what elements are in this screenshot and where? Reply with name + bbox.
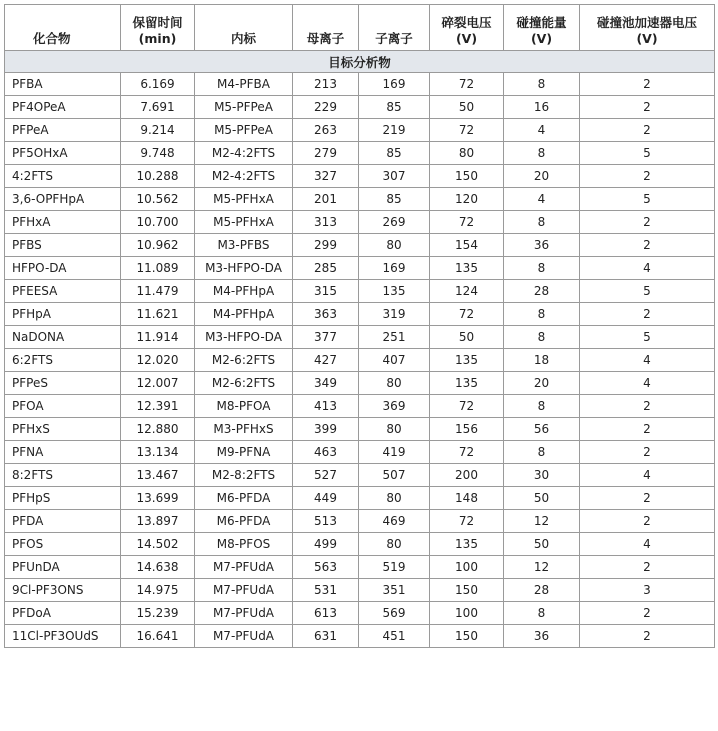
cell-accelerator-voltage-cell: 2 — [580, 602, 715, 625]
compound-cell: PFEESA — [5, 280, 121, 303]
internal-standard-cell: M5-PFHxA — [195, 211, 293, 234]
product-ion-cell: 407 — [359, 349, 430, 372]
precursor-ion-cell: 631 — [293, 625, 359, 648]
product-ion-cell: 351 — [359, 579, 430, 602]
collision-energy-cell: 12 — [504, 510, 580, 533]
product-ion-cell: 219 — [359, 119, 430, 142]
fragmentor-voltage-cell: 72 — [430, 441, 504, 464]
table-row — [5, 280, 715, 303]
cell-accelerator-voltage-cell: 3 — [580, 579, 715, 602]
precursor-ion-cell: 285 — [293, 257, 359, 280]
table-row — [5, 395, 715, 418]
header-text: 化合物 — [33, 31, 71, 46]
compound-cell: PFNA — [5, 441, 121, 464]
retention-time-cell: 14.975 — [121, 579, 195, 602]
fragmentor-voltage-cell: 72 — [430, 73, 504, 96]
fragmentor-voltage-cell: 120 — [430, 188, 504, 211]
retention-time-cell: 12.880 — [121, 418, 195, 441]
compound-cell: PFBA — [5, 73, 121, 96]
fragmentor-voltage-cell: 72 — [430, 119, 504, 142]
retention-time-cell: 9.214 — [121, 119, 195, 142]
product-ion-cell: 369 — [359, 395, 430, 418]
precursor-ion-cell: 563 — [293, 556, 359, 579]
product-ion-cell: 80 — [359, 418, 430, 441]
compound-cell: PFDoA — [5, 602, 121, 625]
retention-time-cell: 12.020 — [121, 349, 195, 372]
fragmentor-voltage-cell: 72 — [430, 211, 504, 234]
product-ion-cell: 169 — [359, 257, 430, 280]
collision-energy-cell: 36 — [504, 234, 580, 257]
retention-time-cell: 11.621 — [121, 303, 195, 326]
product-ion-cell: 451 — [359, 625, 430, 648]
cell-accelerator-voltage-cell: 2 — [580, 395, 715, 418]
fragmentor-voltage-cell: 156 — [430, 418, 504, 441]
precursor-ion-cell: 531 — [293, 579, 359, 602]
internal-standard-cell: M7-PFUdA — [195, 579, 293, 602]
header-fragmentor-voltage — [430, 5, 504, 51]
fragmentor-voltage-cell: 135 — [430, 372, 504, 395]
product-ion-cell: 269 — [359, 211, 430, 234]
table-row — [5, 464, 715, 487]
internal-standard-cell: M8-PFOS — [195, 533, 293, 556]
internal-standard-cell: M5-PFHxA — [195, 188, 293, 211]
header-product-ion — [359, 5, 430, 51]
header-compound — [5, 5, 121, 51]
retention-time-cell: 13.897 — [121, 510, 195, 533]
cell-accelerator-voltage-cell: 2 — [580, 303, 715, 326]
header-retention-time — [121, 5, 195, 51]
product-ion-cell: 80 — [359, 533, 430, 556]
precursor-ion-cell: 377 — [293, 326, 359, 349]
collision-energy-cell: 8 — [504, 257, 580, 280]
retention-time-cell: 10.962 — [121, 234, 195, 257]
header-row — [5, 5, 715, 51]
internal-standard-cell: M7-PFUdA — [195, 625, 293, 648]
collision-energy-cell: 8 — [504, 602, 580, 625]
header-text: (V) — [530, 31, 553, 46]
precursor-ion-cell: 427 — [293, 349, 359, 372]
compound-cell: 11Cl-PF3OUdS — [5, 625, 121, 648]
cell-accelerator-voltage-cell: 5 — [580, 188, 715, 211]
retention-time-cell: 10.288 — [121, 165, 195, 188]
fragmentor-voltage-cell: 72 — [430, 303, 504, 326]
table-row — [5, 510, 715, 533]
product-ion-cell: 319 — [359, 303, 430, 326]
fragmentor-voltage-cell: 154 — [430, 234, 504, 257]
cell-accelerator-voltage-cell: 5 — [580, 142, 715, 165]
product-ion-cell: 135 — [359, 280, 430, 303]
compound-cell: PFOA — [5, 395, 121, 418]
internal-standard-cell: M7-PFUdA — [195, 556, 293, 579]
internal-standard-cell: M6-PFDA — [195, 487, 293, 510]
compound-cell: PFPeS — [5, 372, 121, 395]
collision-energy-cell: 8 — [504, 211, 580, 234]
precursor-ion-cell: 313 — [293, 211, 359, 234]
fragmentor-voltage-cell: 72 — [430, 510, 504, 533]
table-row — [5, 211, 715, 234]
header-text: 碰撞池加速器电压 — [596, 15, 697, 30]
precursor-ion-cell: 463 — [293, 441, 359, 464]
collision-energy-cell: 20 — [504, 372, 580, 395]
compound-cell: 6:2FTS — [5, 349, 121, 372]
precursor-ion-cell: 499 — [293, 533, 359, 556]
retention-time-cell: 11.479 — [121, 280, 195, 303]
header-text: 子离子 — [375, 31, 413, 46]
internal-standard-cell: M2-4:2FTS — [195, 142, 293, 165]
internal-standard-cell: M9-PFNA — [195, 441, 293, 464]
table-row — [5, 96, 715, 119]
compound-cell: PFOS — [5, 533, 121, 556]
product-ion-cell: 169 — [359, 73, 430, 96]
retention-time-cell: 11.089 — [121, 257, 195, 280]
collision-energy-cell: 8 — [504, 441, 580, 464]
precursor-ion-cell: 399 — [293, 418, 359, 441]
cell-accelerator-voltage-cell: 4 — [580, 533, 715, 556]
table-row — [5, 556, 715, 579]
internal-standard-cell: M5-PFPeA — [195, 96, 293, 119]
cell-accelerator-voltage-cell: 4 — [580, 257, 715, 280]
compound-cell: 9Cl-PF3ONS — [5, 579, 121, 602]
section-row — [5, 51, 715, 73]
fragmentor-voltage-cell: 80 — [430, 142, 504, 165]
header-cell-accelerator-voltage — [580, 5, 715, 51]
retention-time-cell: 12.391 — [121, 395, 195, 418]
product-ion-cell: 80 — [359, 234, 430, 257]
cell-accelerator-voltage-cell: 2 — [580, 510, 715, 533]
table-row — [5, 349, 715, 372]
product-ion-cell: 251 — [359, 326, 430, 349]
internal-standard-cell: M2-4:2FTS — [195, 165, 293, 188]
precursor-ion-cell: 327 — [293, 165, 359, 188]
table-row — [5, 165, 715, 188]
table-row — [5, 441, 715, 464]
cell-accelerator-voltage-cell: 2 — [580, 625, 715, 648]
header-text: (min) — [138, 31, 177, 46]
internal-standard-cell: M8-PFOA — [195, 395, 293, 418]
retention-time-cell: 15.239 — [121, 602, 195, 625]
header-text: 碎裂电压 — [441, 15, 492, 30]
section-label: 目标分析物 — [5, 51, 715, 73]
internal-standard-cell: M2-6:2FTS — [195, 372, 293, 395]
table-row — [5, 579, 715, 602]
header-precursor-ion — [293, 5, 359, 51]
precursor-ion-cell: 363 — [293, 303, 359, 326]
header-internal-standard — [195, 5, 293, 51]
table-row — [5, 303, 715, 326]
fragmentor-voltage-cell: 50 — [430, 326, 504, 349]
cell-accelerator-voltage-cell: 2 — [580, 234, 715, 257]
cell-accelerator-voltage-cell: 4 — [580, 464, 715, 487]
precursor-ion-cell: 201 — [293, 188, 359, 211]
collision-energy-cell: 50 — [504, 487, 580, 510]
collision-energy-cell: 28 — [504, 579, 580, 602]
collision-energy-cell: 18 — [504, 349, 580, 372]
internal-standard-cell: M2-6:2FTS — [195, 349, 293, 372]
collision-energy-cell: 8 — [504, 326, 580, 349]
collision-energy-cell: 8 — [504, 142, 580, 165]
table-row — [5, 487, 715, 510]
header-text: 内标 — [230, 31, 256, 46]
cell-accelerator-voltage-cell: 2 — [580, 96, 715, 119]
table-body — [5, 51, 715, 648]
internal-standard-cell: M3-PFBS — [195, 234, 293, 257]
header-text: (V) — [636, 31, 658, 46]
collision-energy-cell: 30 — [504, 464, 580, 487]
internal-standard-cell: M4-PFHpA — [195, 280, 293, 303]
product-ion-cell: 519 — [359, 556, 430, 579]
compound-cell: 3,6-OPFHpA — [5, 188, 121, 211]
compound-cell: PFHxA — [5, 211, 121, 234]
header-text: 保留时间 — [132, 15, 183, 30]
product-ion-cell: 85 — [359, 96, 430, 119]
table-row — [5, 234, 715, 257]
product-ion-cell: 307 — [359, 165, 430, 188]
collision-energy-cell: 36 — [504, 625, 580, 648]
fragmentor-voltage-cell: 50 — [430, 96, 504, 119]
precursor-ion-cell: 513 — [293, 510, 359, 533]
precursor-ion-cell: 613 — [293, 602, 359, 625]
product-ion-cell: 85 — [359, 188, 430, 211]
product-ion-cell: 469 — [359, 510, 430, 533]
internal-standard-cell: M3-PFHxS — [195, 418, 293, 441]
precursor-ion-cell: 213 — [293, 73, 359, 96]
fragmentor-voltage-cell: 200 — [430, 464, 504, 487]
cell-accelerator-voltage-cell: 2 — [580, 441, 715, 464]
fragmentor-voltage-cell: 100 — [430, 602, 504, 625]
cell-accelerator-voltage-cell: 5 — [580, 326, 715, 349]
precursor-ion-cell: 279 — [293, 142, 359, 165]
compound-cell: PFUnDA — [5, 556, 121, 579]
product-ion-cell: 80 — [359, 487, 430, 510]
retention-time-cell: 12.007 — [121, 372, 195, 395]
retention-time-cell: 11.914 — [121, 326, 195, 349]
internal-standard-cell: M4-PFBA — [195, 73, 293, 96]
compound-cell: PFHpS — [5, 487, 121, 510]
compound-cell: PFDA — [5, 510, 121, 533]
table-row — [5, 625, 715, 648]
retention-time-cell: 10.700 — [121, 211, 195, 234]
collision-energy-cell: 56 — [504, 418, 580, 441]
collision-energy-cell: 28 — [504, 280, 580, 303]
cell-accelerator-voltage-cell: 2 — [580, 211, 715, 234]
product-ion-cell: 85 — [359, 142, 430, 165]
retention-time-cell: 13.134 — [121, 441, 195, 464]
table-row — [5, 372, 715, 395]
compound-cell: HFPO-DA — [5, 257, 121, 280]
fragmentor-voltage-cell: 150 — [430, 579, 504, 602]
header-text: 母离子 — [306, 31, 345, 46]
internal-standard-cell: M4-PFHpA — [195, 303, 293, 326]
product-ion-cell: 419 — [359, 441, 430, 464]
table-row — [5, 73, 715, 96]
collision-energy-cell: 50 — [504, 533, 580, 556]
precursor-ion-cell: 299 — [293, 234, 359, 257]
cell-accelerator-voltage-cell: 4 — [580, 372, 715, 395]
retention-time-cell: 7.691 — [121, 96, 195, 119]
header-text: (V) — [455, 31, 478, 46]
fragmentor-voltage-cell: 72 — [430, 395, 504, 418]
compound-cell: PF5OHxA — [5, 142, 121, 165]
table-row — [5, 119, 715, 142]
cell-accelerator-voltage-cell: 2 — [580, 119, 715, 142]
table-header — [5, 5, 715, 51]
compound-cell: PFPeA — [5, 119, 121, 142]
compound-cell: PFHxS — [5, 418, 121, 441]
internal-standard-cell: M3-HFPO-DA — [195, 326, 293, 349]
cell-accelerator-voltage-cell: 2 — [580, 418, 715, 441]
internal-standard-cell: M5-PFPeA — [195, 119, 293, 142]
product-ion-cell: 569 — [359, 602, 430, 625]
table-row — [5, 602, 715, 625]
fragmentor-voltage-cell: 135 — [430, 349, 504, 372]
compound-cell: 8:2FTS — [5, 464, 121, 487]
collision-energy-cell: 8 — [504, 303, 580, 326]
compound-cell: PFHpA — [5, 303, 121, 326]
internal-standard-cell: M7-PFUdA — [195, 602, 293, 625]
collision-energy-cell: 12 — [504, 556, 580, 579]
retention-time-cell: 13.467 — [121, 464, 195, 487]
fragmentor-voltage-cell: 150 — [430, 165, 504, 188]
retention-time-cell: 6.169 — [121, 73, 195, 96]
table-row — [5, 257, 715, 280]
internal-standard-cell: M2-8:2FTS — [195, 464, 293, 487]
cell-accelerator-voltage-cell: 4 — [580, 349, 715, 372]
fragmentor-voltage-cell: 124 — [430, 280, 504, 303]
fragmentor-voltage-cell: 100 — [430, 556, 504, 579]
cell-accelerator-voltage-cell: 2 — [580, 165, 715, 188]
cell-accelerator-voltage-cell: 2 — [580, 73, 715, 96]
collision-energy-cell: 8 — [504, 395, 580, 418]
retention-time-cell: 13.699 — [121, 487, 195, 510]
fragmentor-voltage-cell: 150 — [430, 625, 504, 648]
cell-accelerator-voltage-cell: 2 — [580, 556, 715, 579]
retention-time-cell: 14.502 — [121, 533, 195, 556]
collision-energy-cell: 20 — [504, 165, 580, 188]
precursor-ion-cell: 527 — [293, 464, 359, 487]
precursor-ion-cell: 263 — [293, 119, 359, 142]
header-text: 碰撞能量 — [516, 15, 567, 30]
retention-time-cell: 16.641 — [121, 625, 195, 648]
header-collision-energy — [504, 5, 580, 51]
table-row — [5, 188, 715, 211]
table-row — [5, 533, 715, 556]
collision-energy-cell: 8 — [504, 73, 580, 96]
product-ion-cell: 80 — [359, 372, 430, 395]
compound-cell: PFBS — [5, 234, 121, 257]
collision-energy-cell: 4 — [504, 188, 580, 211]
compound-cell: PF4OPeA — [5, 96, 121, 119]
retention-time-cell: 10.562 — [121, 188, 195, 211]
precursor-ion-cell: 449 — [293, 487, 359, 510]
collision-energy-cell: 4 — [504, 119, 580, 142]
internal-standard-cell: M6-PFDA — [195, 510, 293, 533]
table-row — [5, 326, 715, 349]
internal-standard-cell: M3-HFPO-DA — [195, 257, 293, 280]
precursor-ion-cell: 315 — [293, 280, 359, 303]
product-ion-cell: 507 — [359, 464, 430, 487]
collision-energy-cell: 16 — [504, 96, 580, 119]
fragmentor-voltage-cell: 135 — [430, 257, 504, 280]
fragmentor-voltage-cell: 135 — [430, 533, 504, 556]
analyte-table — [4, 4, 715, 648]
table-row — [5, 142, 715, 165]
precursor-ion-cell: 229 — [293, 96, 359, 119]
precursor-ion-cell: 413 — [293, 395, 359, 418]
compound-cell: NaDONA — [5, 326, 121, 349]
table-row — [5, 418, 715, 441]
precursor-ion-cell: 349 — [293, 372, 359, 395]
compound-cell: 4:2FTS — [5, 165, 121, 188]
fragmentor-voltage-cell: 148 — [430, 487, 504, 510]
cell-accelerator-voltage-cell: 2 — [580, 487, 715, 510]
retention-time-cell: 9.748 — [121, 142, 195, 165]
retention-time-cell: 14.638 — [121, 556, 195, 579]
cell-accelerator-voltage-cell: 5 — [580, 280, 715, 303]
